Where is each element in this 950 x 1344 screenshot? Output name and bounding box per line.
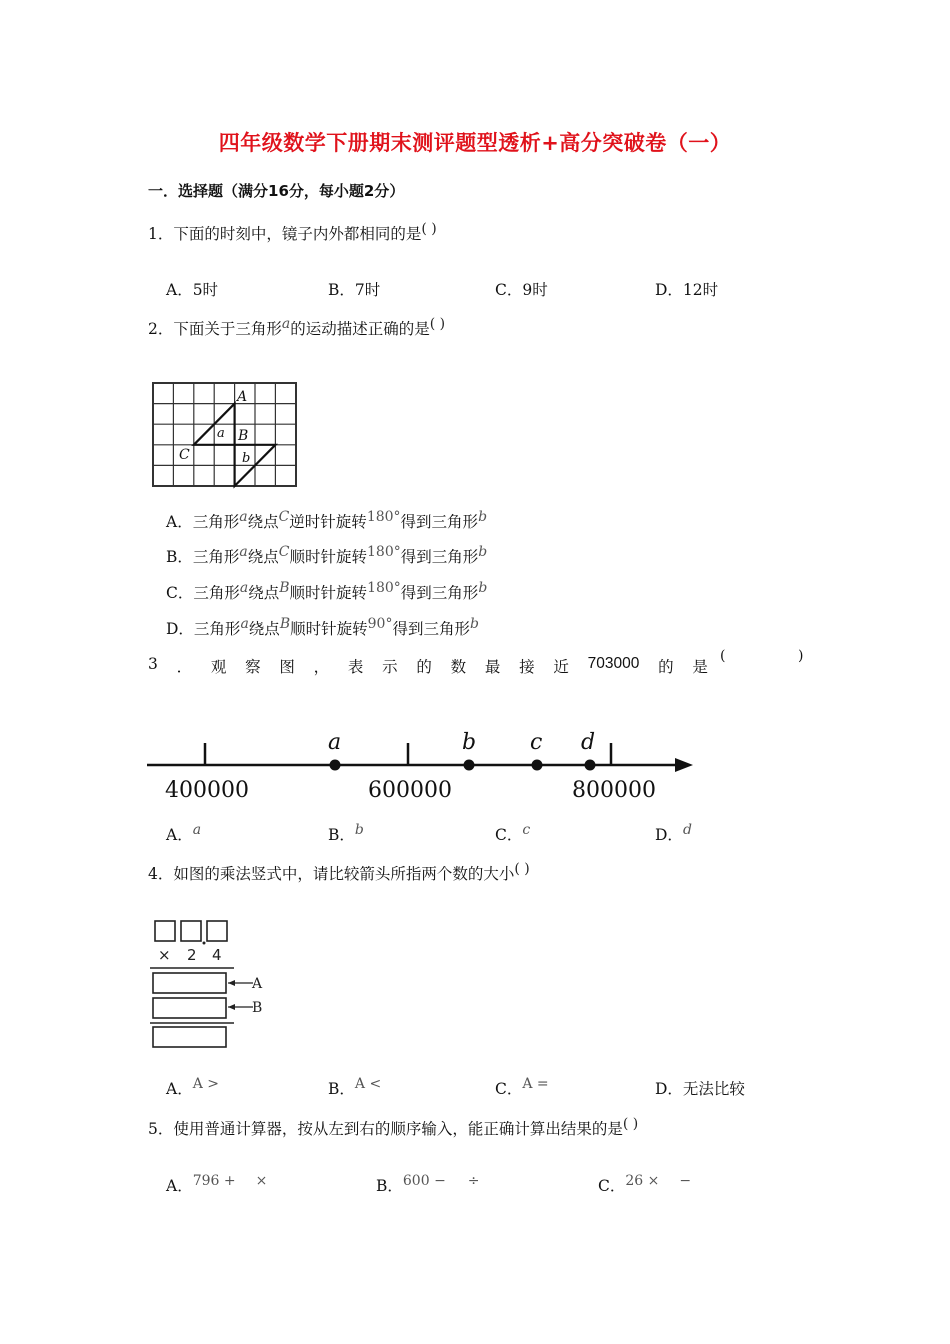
- arrow-a-label: A: [252, 976, 263, 992]
- answer-paren: ( ): [514, 861, 530, 877]
- question-2-stem-b: 的运动描述正确的是: [290, 320, 430, 338]
- q1-option-d: D．12时: [655, 281, 719, 299]
- q3-option-d: D．d: [655, 822, 692, 844]
- question-4-stem: 4．如图的乘法竖式中，请比较箭头所指两个数的大小: [148, 865, 515, 883]
- answer-paren-right: ): [798, 648, 804, 664]
- label-c-point: C: [179, 447, 190, 463]
- label-triangle-b: b: [242, 451, 251, 466]
- arrow-a-icon: [228, 980, 235, 986]
- section-heading: 一．选择题（满分16分，每小题2分）: [148, 182, 405, 200]
- q4-option-d: D．无法比较: [655, 1080, 745, 1098]
- label-b-point: B: [238, 428, 249, 444]
- q1-option-b: B．7时: [328, 281, 381, 299]
- q5-option-c: C．26 × −: [598, 1173, 692, 1195]
- digit-box-2: [181, 921, 201, 941]
- point-c-label: c: [530, 730, 543, 755]
- question-2-stem-a: 2．下面关于三角形: [148, 320, 282, 338]
- question-1: [148, 222, 437, 244]
- tick-label-800000: 800000: [572, 778, 656, 803]
- arrow-b-label: B: [252, 1000, 263, 1016]
- point-a: [330, 760, 341, 771]
- point-b: [464, 760, 475, 771]
- q3-option-b: B．b: [328, 822, 364, 844]
- point-b-label: b: [462, 730, 477, 755]
- point-d-label: d: [581, 730, 596, 755]
- q5-option-b: B．600 − ÷: [376, 1173, 480, 1195]
- partial-product-b: [153, 998, 226, 1018]
- answer-paren: ( ): [429, 316, 446, 332]
- page-title: 四年级数学下册期末测评题型透析+高分突破卷（一）: [218, 131, 732, 155]
- label-triangle-a: a: [217, 426, 225, 441]
- arrow-b-icon: [228, 1004, 235, 1010]
- q3-option-c: C．c: [495, 822, 531, 844]
- digit-box-3: [207, 921, 227, 941]
- q4-option-a: A．A >: [166, 1076, 219, 1098]
- answer-paren: ( ): [622, 1116, 639, 1132]
- tick-label-400000: 400000: [165, 778, 249, 803]
- number-line-figure: [145, 725, 700, 805]
- q2-option-b: B．三角形a绕点C顺时针旋转180°得到三角形b: [166, 544, 488, 566]
- multiplier-digit-4: 4: [212, 946, 222, 964]
- triangle-grid-figure: [150, 380, 300, 490]
- q2-option-c: C．三角形a绕点B顺时针旋转180°得到三角形b: [166, 580, 488, 602]
- question-3-stem: 3 ． 观 察 图 ， 表 示 的 数 最 接 近 703000 的 是: [148, 655, 708, 676]
- question-5-stem: 5．使用普通计算器，按从左到右的顺序输入，能正确计算出结果的是: [148, 1120, 623, 1138]
- q1-option-c: C．9时: [495, 281, 548, 299]
- q2-option-d: D．三角形a绕点B顺时针旋转90°得到三角形b: [166, 616, 479, 638]
- times-sign: ×: [158, 946, 171, 964]
- q4-option-b: B．A <: [328, 1076, 382, 1098]
- final-product: [153, 1027, 226, 1047]
- decimal-dot: [203, 942, 206, 945]
- digit-box-1: [155, 921, 175, 941]
- question-2: [148, 317, 445, 339]
- tick-label-600000: 600000: [368, 778, 452, 803]
- q5-option-a: A．796 + ×: [166, 1173, 268, 1195]
- q3-option-a: A．a: [166, 822, 202, 844]
- q1-option-a: A．5时: [166, 281, 219, 299]
- arrowhead-icon: [675, 758, 693, 772]
- var-a: a: [281, 316, 291, 332]
- answer-paren-left: (: [720, 648, 726, 664]
- multiplication-figure: [148, 915, 278, 1055]
- question-1-stem: 1．下面的时刻中，镜子内外都相同的是: [148, 225, 422, 243]
- multiplier-digit-2: 2: [187, 946, 197, 964]
- point-a-label: a: [328, 730, 342, 755]
- partial-product-a: [153, 973, 226, 993]
- point-d: [585, 760, 596, 771]
- point-c: [532, 760, 543, 771]
- question-4: [148, 862, 530, 884]
- q2-option-a: A．三角形a绕点C逆时针旋转180°得到三角形b: [166, 509, 488, 531]
- answer-paren: ( ): [421, 221, 437, 237]
- label-a-point: A: [237, 389, 248, 405]
- question-5: [148, 1117, 638, 1139]
- q4-option-c: C．A =: [495, 1076, 549, 1098]
